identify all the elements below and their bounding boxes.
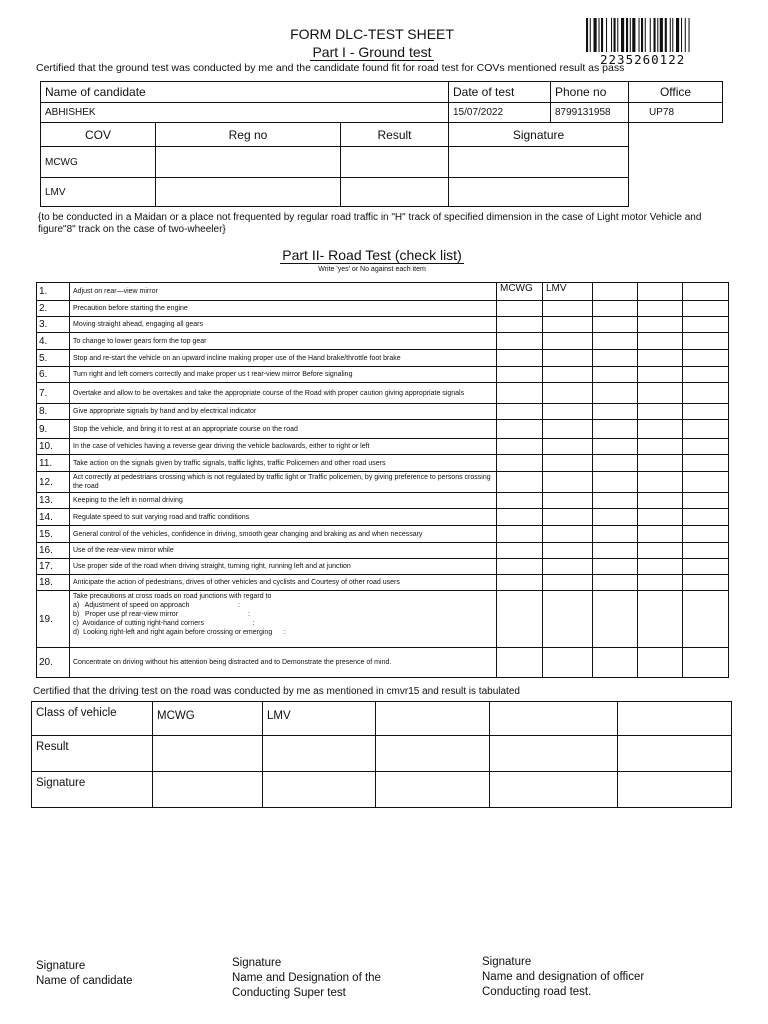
item-text: Turn right and left corners correctly and make proper us t rear-view mirror Before signaling (70, 367, 497, 383)
result-cell (341, 178, 449, 207)
barcode-number: 2235260122 (600, 52, 686, 67)
item-text (70, 591, 497, 648)
check-cell (543, 301, 593, 317)
check-cell (683, 472, 729, 493)
check-cell (683, 455, 729, 472)
check-cell (543, 526, 593, 543)
item-text: Act correctly at pedestrians crossing which is not regulated by traffic light or Traffic policemen, by giving preference to persons crossing the road (70, 472, 497, 493)
check-cell (638, 509, 683, 526)
check-cell (543, 559, 593, 575)
item-number: 18. (37, 575, 70, 591)
check-cell (497, 301, 543, 317)
part2-title: Part II- Road Test (check list) (282, 247, 462, 263)
officer-conducting-label: Conducting road test. (482, 986, 592, 998)
table-row (37, 404, 729, 420)
item-number: 8. (37, 404, 70, 420)
barcode-bar (614, 18, 616, 52)
check-cell (543, 350, 593, 367)
item-number: 2. (37, 301, 70, 317)
table-row (37, 283, 729, 301)
form-title: FORM DLC-TEST SHEET (290, 26, 454, 42)
name-label: Name of candidate (41, 82, 449, 103)
check-cell (593, 591, 638, 648)
part1-title: Part I - Ground test (312, 44, 432, 60)
check-cell (638, 543, 683, 559)
barcode-image (586, 18, 722, 52)
check-cell (638, 301, 683, 317)
check-cell (683, 526, 729, 543)
barcode-bar (586, 18, 588, 52)
barcode-bar (617, 18, 618, 52)
part2-subtitle: Write 'yes' or No against each item (318, 266, 426, 273)
table-row (37, 472, 729, 493)
check-cell (543, 367, 593, 383)
item-text: Concentrate on driving without his attention being distracted and to Demonstrate the presence of mind. (70, 648, 497, 678)
check-cell (638, 493, 683, 509)
table-row (41, 178, 723, 207)
result-cell (376, 736, 490, 772)
blank-cell (629, 178, 723, 207)
road-test-checklist (36, 282, 729, 678)
check-cell (638, 455, 683, 472)
officer-signature-block (482, 955, 644, 1000)
check-cell (683, 543, 729, 559)
check-cell (683, 350, 729, 367)
item-text-main: Take precautions at cross roads on road junctions with regard to (73, 593, 272, 600)
reg-cell (156, 147, 341, 178)
check-cell (593, 317, 638, 333)
check-cell (638, 350, 683, 367)
barcode-bar (601, 18, 603, 52)
barcode-bar (654, 18, 656, 52)
item-number: 13. (37, 493, 70, 509)
item-number: 1. (37, 283, 70, 301)
check-cell (497, 367, 543, 383)
item-text: Moving straight ahead, engaging all gears (70, 317, 497, 333)
result-cell (490, 736, 618, 772)
table-row (37, 301, 729, 317)
signature-cell (263, 772, 376, 808)
sub-item-text: b) Proper use pf rear-view mirror : (73, 611, 250, 618)
check-cell (638, 526, 683, 543)
cov-header: COV (41, 123, 156, 147)
item-number: 3. (37, 317, 70, 333)
table-row (37, 509, 729, 526)
item-text: Adjust on rear—view mirror (70, 283, 497, 301)
ground-test-value-row (41, 103, 723, 123)
item-text: Give appropriate signals by hand and by electrical indicator (70, 404, 497, 420)
date-value: 15/07/2022 (449, 103, 551, 123)
item-text: General control of the vehicles, confidence in driving, smooth gear changing and braking as and when necessary (70, 526, 497, 543)
check-cell (683, 591, 729, 648)
check-cell: MCWG (497, 283, 543, 301)
sub-item-text: a) Adjustment of speed on approach : (73, 602, 240, 609)
signature-header: Signature (449, 123, 629, 147)
check-cell (497, 575, 543, 591)
check-cell (638, 575, 683, 591)
check-cell (497, 439, 543, 455)
item-text: Use of the rear-view mirror while (70, 543, 497, 559)
road-test-certification: Certified that the driving test on the road was conducted by me as mentioned in cmvr15 and result is tabulated (33, 686, 520, 697)
item-text: Precaution before starting the engine (70, 301, 497, 317)
item-text: Regulate speed to suit varying road and traffic conditions (70, 509, 497, 526)
date-label: Date of test (449, 82, 551, 103)
barcode-bar (676, 18, 679, 52)
class-cell (490, 702, 618, 736)
check-cell (638, 283, 683, 301)
barcode-bar (685, 18, 686, 52)
item-number: 19. (37, 591, 70, 648)
barcode-bar (639, 18, 640, 52)
check-cell (683, 317, 729, 333)
barcode-bar (670, 18, 671, 52)
check-cell (593, 350, 638, 367)
sub-item-text: c) Avoidance of cutting right-hand corners : (73, 620, 255, 627)
barcode-bar (606, 18, 607, 52)
class-of-vehicle-row (32, 702, 732, 736)
check-cell (497, 526, 543, 543)
blank-cell (629, 123, 723, 147)
check-cell (593, 301, 638, 317)
check-cell (593, 559, 638, 575)
item-number: 12. (37, 472, 70, 493)
table-row (37, 526, 729, 543)
check-cell (683, 493, 729, 509)
signature-cell (376, 772, 490, 808)
check-cell (593, 648, 638, 678)
item-number: 4. (37, 333, 70, 350)
class-cell: MCWG (153, 702, 263, 736)
barcode-bar (590, 18, 591, 52)
class-cell (618, 702, 732, 736)
super-test-designation-label: Name and Designation of the (232, 972, 381, 984)
check-cell (638, 333, 683, 350)
candidate-name-label: Name of candidate (36, 975, 133, 987)
candidate-name-value: ABHISHEK (41, 103, 449, 123)
result-cell (341, 147, 449, 178)
result-cell (153, 736, 263, 772)
check-cell (683, 575, 729, 591)
table-row (37, 367, 729, 383)
check-cell (543, 404, 593, 420)
check-cell (593, 543, 638, 559)
check-cell (593, 439, 638, 455)
item-number: 7. (37, 383, 70, 404)
item-text: Keeping to the left in normal driving (70, 493, 497, 509)
item-text: Stop the vehicle, and bring it to rest at an appropriate course on the road (70, 420, 497, 439)
cov-cell: MCWG (41, 147, 156, 178)
barcode-bar (665, 18, 667, 52)
barcode-bar (632, 18, 635, 52)
officer-signature-label: Signature (482, 956, 532, 968)
signature-cell (449, 178, 629, 207)
check-cell (497, 648, 543, 678)
check-cell (683, 367, 729, 383)
barcode-bar (645, 18, 646, 52)
candidate-signature-block (36, 959, 133, 989)
check-cell (683, 420, 729, 439)
ground-test-header-row (41, 123, 723, 147)
barcode-bar (630, 18, 631, 52)
check-cell (543, 472, 593, 493)
check-cell (543, 591, 593, 648)
check-cell (683, 509, 729, 526)
reg-cell (156, 178, 341, 207)
check-cell (593, 367, 638, 383)
check-cell (593, 404, 638, 420)
item-text: Anticipate the action of pedestrians, drives of other vehicles and cyclists and Courtesy of other road users (70, 575, 497, 591)
table-row (37, 493, 729, 509)
check-cell (638, 367, 683, 383)
item-number: 14. (37, 509, 70, 526)
check-cell (593, 283, 638, 301)
check-cell (593, 383, 638, 404)
barcode-bar (641, 18, 643, 52)
barcode-bar (626, 18, 628, 52)
item-text: Overtake and allow to be overtakes and take the appropriate course of the Road with proper caution giving appropriate signals (70, 383, 497, 404)
check-cell (497, 333, 543, 350)
table-row (37, 420, 729, 439)
check-cell (543, 383, 593, 404)
check-cell (638, 439, 683, 455)
check-cell (497, 509, 543, 526)
check-cell (497, 420, 543, 439)
check-cell (543, 509, 593, 526)
item-number: 17. (37, 559, 70, 575)
barcode-bar (594, 18, 597, 52)
table-row (37, 575, 729, 591)
item-text: To change to lower gears form the top gear (70, 333, 497, 350)
check-cell (638, 648, 683, 678)
table-row (37, 333, 729, 350)
ground-test-certification: Certified that the ground test was conducted by me and the candidate found fit for road test for COVs mentioned result as pass (36, 62, 625, 74)
check-cell (638, 591, 683, 648)
class-cell: LMV (263, 702, 376, 736)
check-cell (593, 493, 638, 509)
check-cell (497, 404, 543, 420)
super-test-conducting-label: Conducting Super test (232, 987, 346, 999)
check-cell (638, 317, 683, 333)
item-text: Stop and re-start the vehicle on an upward incline making proper use of the Hand brake/throttle foot brake (70, 350, 497, 367)
table-row (37, 455, 729, 472)
reg-no-header: Reg no (156, 123, 341, 147)
item-number: 10. (37, 439, 70, 455)
check-cell (593, 472, 638, 493)
item-text: In the case of vehicles having a reverse gear driving the vehicle backwards, either to right or left (70, 439, 497, 455)
check-cell (683, 559, 729, 575)
ground-test-label-row (41, 82, 723, 103)
table-row (37, 543, 729, 559)
barcode-bar (689, 18, 690, 52)
table-row (37, 559, 729, 575)
check-cell (593, 333, 638, 350)
signature-label: Signature (32, 772, 153, 808)
item-number: 11. (37, 455, 70, 472)
cov-cell: LMV (41, 178, 156, 207)
check-cell (593, 509, 638, 526)
item-number: 20. (37, 648, 70, 678)
check-cell (593, 420, 638, 439)
check-cell (497, 455, 543, 472)
check-cell (497, 317, 543, 333)
barcode-bar (681, 18, 682, 52)
result-cell (618, 736, 732, 772)
result-cell (263, 736, 376, 772)
check-cell (497, 350, 543, 367)
office-value: UP78 (629, 103, 723, 123)
candidate-signature-label: Signature (36, 960, 86, 972)
check-cell (683, 404, 729, 420)
table-row (37, 350, 729, 367)
check-cell (543, 455, 593, 472)
barcode-bar (621, 18, 624, 52)
signature-cell (449, 147, 629, 178)
item-number: 16. (37, 543, 70, 559)
check-cell (497, 559, 543, 575)
check-cell (593, 575, 638, 591)
check-cell (683, 283, 729, 301)
result-table (31, 701, 732, 808)
check-cell (683, 648, 729, 678)
check-cell (543, 493, 593, 509)
table-row (37, 439, 729, 455)
check-cell (543, 575, 593, 591)
table-row (37, 383, 729, 404)
check-cell (638, 383, 683, 404)
item-text: Use proper side of the road when driving straight, turning right, running left and at junction (70, 559, 497, 575)
phone-label: Phone no (551, 82, 629, 103)
check-cell (638, 472, 683, 493)
table-row (37, 591, 729, 648)
check-cell (683, 383, 729, 404)
barcode-bar (611, 18, 612, 52)
check-cell (593, 526, 638, 543)
check-cell (497, 543, 543, 559)
barcode-bar (650, 18, 651, 52)
signature-cell (618, 772, 732, 808)
check-cell (497, 472, 543, 493)
sub-item-text: d) Looking right-left and right again before crossing or emerging : (73, 629, 286, 636)
barcode-bar (660, 18, 663, 52)
ground-test-note: {to be conducted in a Maidan or a place not frequented by regular road traffic in "H" track of specified dimension in the case of Light motor Vehicle and figure"8" track on the case of two-wheeler} (38, 212, 702, 235)
check-cell (543, 543, 593, 559)
check-cell (497, 383, 543, 404)
check-cell (543, 648, 593, 678)
result-label: Result (32, 736, 153, 772)
class-cell (376, 702, 490, 736)
check-cell (638, 559, 683, 575)
signature-row (32, 772, 732, 808)
result-header: Result (341, 123, 449, 147)
check-cell (638, 420, 683, 439)
check-cell (543, 333, 593, 350)
table-row (41, 147, 723, 178)
check-cell (543, 420, 593, 439)
item-text: Take action on the signals given by traffic signals, traffic lights, traffic Policemen and other road users (70, 455, 497, 472)
result-row (32, 736, 732, 772)
check-cell (683, 333, 729, 350)
barcode-bar (599, 18, 600, 52)
office-label: Office (629, 82, 723, 103)
super-test-signature-label: Signature (232, 957, 282, 969)
check-cell (543, 317, 593, 333)
check-cell (638, 404, 683, 420)
barcode-bar (672, 18, 673, 52)
blank-cell (629, 147, 723, 178)
item-number: 6. (37, 367, 70, 383)
phone-value: 8799131958 (551, 103, 629, 123)
super-test-signature-block (232, 956, 381, 1001)
table-row (37, 317, 729, 333)
check-cell (497, 493, 543, 509)
signature-cell (153, 772, 263, 808)
class-of-vehicle-label: Class of vehicle (32, 702, 153, 736)
check-cell (683, 439, 729, 455)
item-number: 5. (37, 350, 70, 367)
check-cell (497, 591, 543, 648)
item-number: 9. (37, 420, 70, 439)
signature-cell (490, 772, 618, 808)
check-cell (543, 439, 593, 455)
barcode-bar (657, 18, 658, 52)
officer-designation-label: Name and designation of officer (482, 971, 645, 983)
check-cell: LMV (543, 283, 593, 301)
item-number: 15. (37, 526, 70, 543)
table-row (37, 648, 729, 678)
check-cell (593, 455, 638, 472)
check-cell (683, 301, 729, 317)
ground-test-table (40, 81, 723, 207)
